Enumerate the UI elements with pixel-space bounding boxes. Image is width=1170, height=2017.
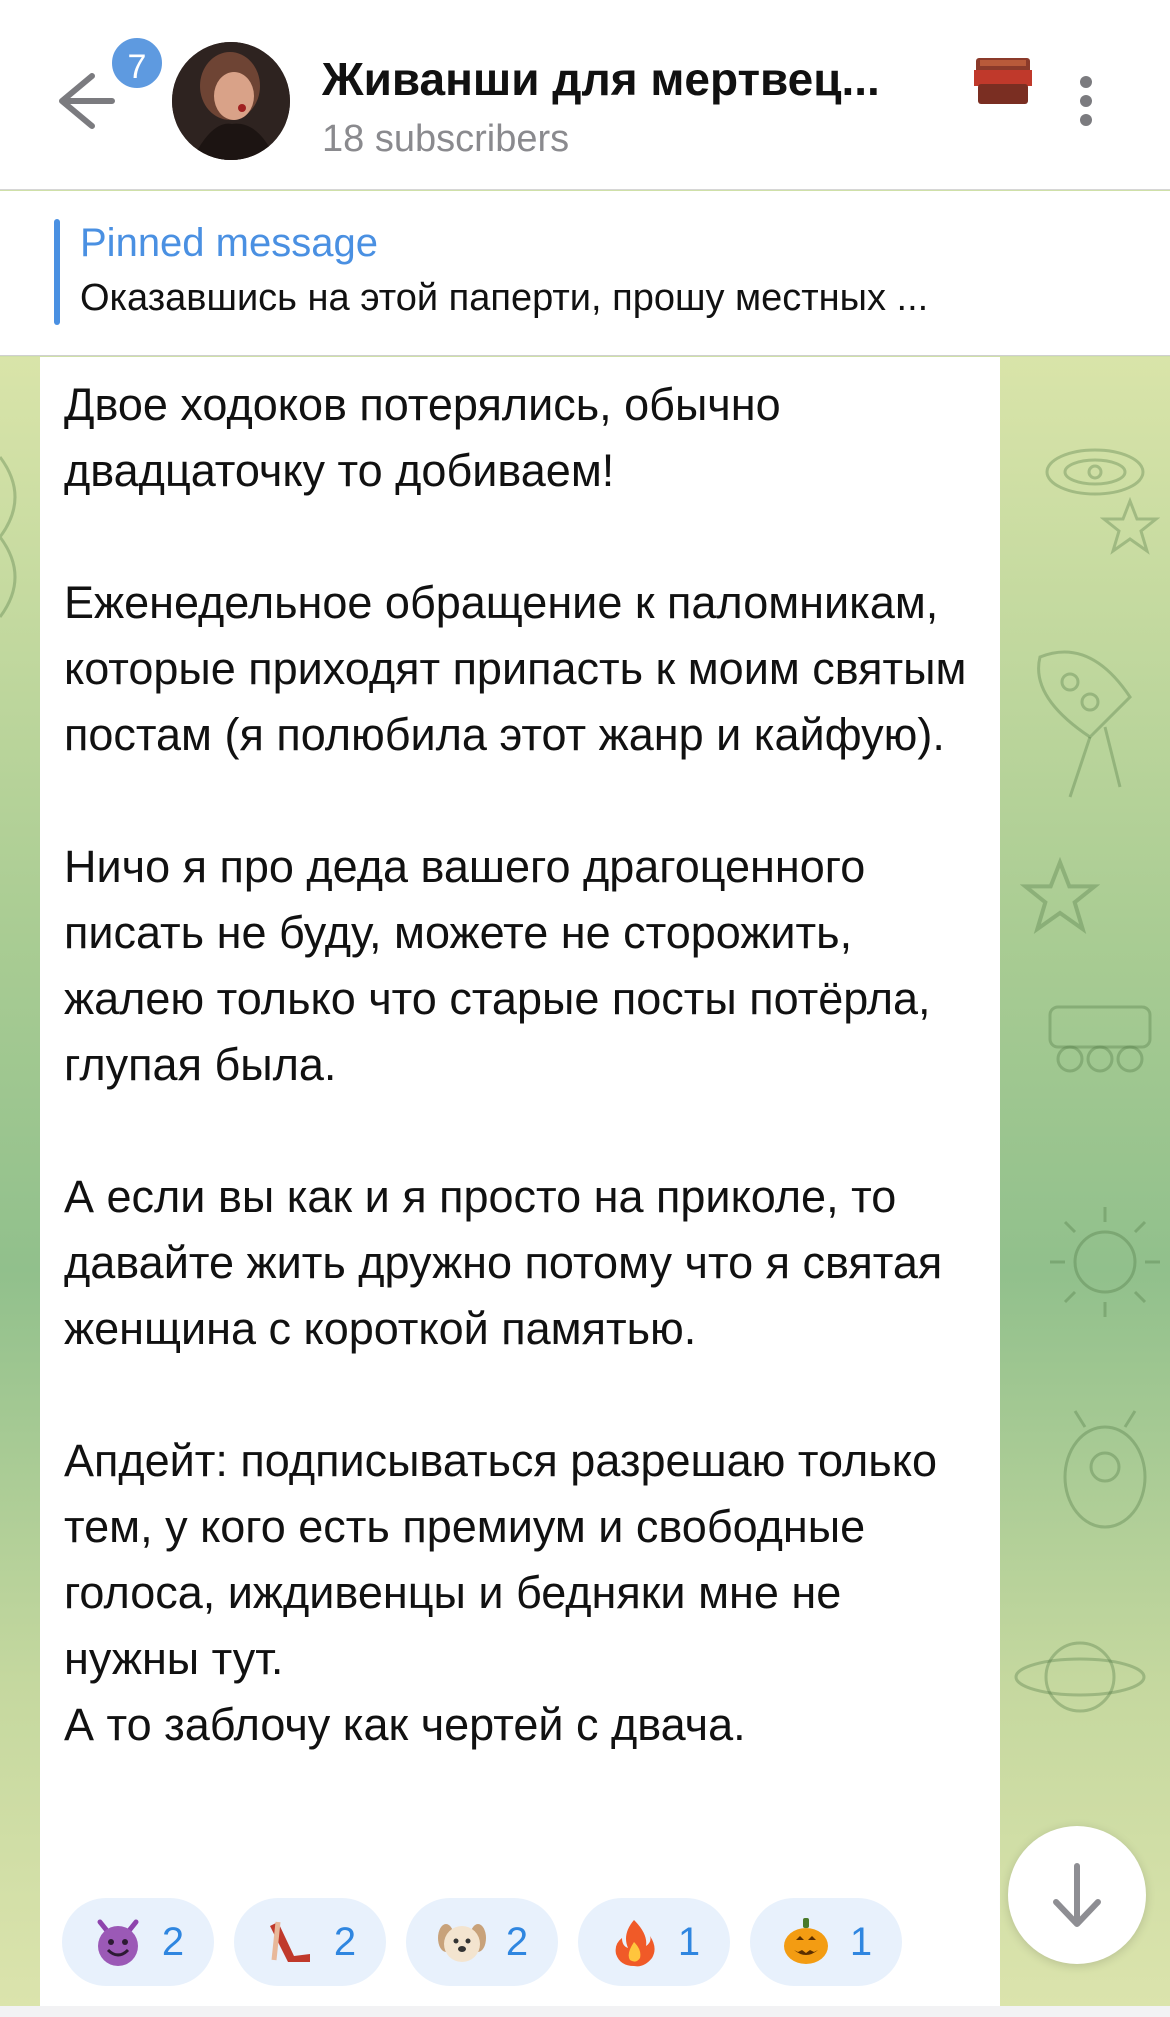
scroll-down-button[interactable] [1008, 1826, 1146, 1964]
smiling-devil-icon [92, 1916, 144, 1968]
pinned-message-bar[interactable] [0, 191, 1170, 356]
rocket-doodle [1010, 637, 1160, 817]
reaction-count: 1 [849, 1919, 873, 1964]
rover-doodle [1040, 977, 1160, 1087]
star-doodle [1100, 497, 1160, 557]
input-bar-edge [0, 2006, 1170, 2017]
reaction-puppy[interactable] [406, 1898, 558, 1986]
reaction-count: 1 [677, 1919, 701, 1964]
pinned-text: Оказавшись на этой паперти, прошу местных ... [80, 277, 929, 319]
alien-doodle [1050, 1407, 1160, 1557]
planet-doodle [1010, 1607, 1150, 1747]
reaction-devil[interactable] [62, 1898, 214, 1986]
puppy-icon [436, 1916, 488, 1968]
channel-avatar[interactable] [172, 42, 290, 160]
channel-title[interactable]: Живанши для мертвец... [322, 53, 880, 105]
message-text: Двое ходоков потерялись, обычно двадцаточку то добиваем! Еженедельное обращение к паломникам, которые приходят припасть к моим святым постам (я полюбила этот жанр и кайфую). Ничо я про деда вашего драгоценного писать не буду, можете не сторожить, жалею только что старые посты потёрла, глупая была. А если вы как и я просто на приколе, то давайте жить дружно потому что я святая женщина с короткой памятью. Апдейт: подписываться разрешаю только тем, у кого есть премиум и свободные голоса, иждивенцы и бедняки мне не нужны тут. А то заблочу как чертей с двача. [64, 379, 967, 1750]
edge-doodle [0, 437, 40, 637]
reaction-pumpkin[interactable] [750, 1898, 902, 1986]
box-emoji-icon [968, 44, 1038, 114]
arrow-down-icon [1008, 1826, 1146, 1964]
pinned-accent-bar [54, 219, 60, 325]
reaction-fire[interactable] [578, 1898, 730, 1986]
star-doodle-2 [1020, 857, 1100, 937]
fire-icon [608, 1916, 660, 1968]
high-heel-icon [264, 1916, 316, 1968]
reactions-row [62, 1898, 902, 1986]
more-vertical-icon[interactable] [1064, 72, 1108, 132]
pinned-label: Pinned message [80, 221, 378, 265]
avatar-photo [172, 42, 290, 160]
reaction-count: 2 [161, 1919, 185, 1964]
chat-header [0, 0, 1170, 190]
reaction-high-heel[interactable] [234, 1898, 386, 1986]
jack-o-lantern-icon [780, 1916, 832, 1968]
reaction-count: 2 [505, 1919, 529, 1964]
back-arrow-icon[interactable] [48, 66, 118, 136]
sun-doodle [1040, 1197, 1170, 1327]
subscriber-count: 18 subscribers [322, 118, 570, 160]
reaction-count: 2 [333, 1919, 357, 1964]
unread-badge: 7 [108, 34, 166, 92]
